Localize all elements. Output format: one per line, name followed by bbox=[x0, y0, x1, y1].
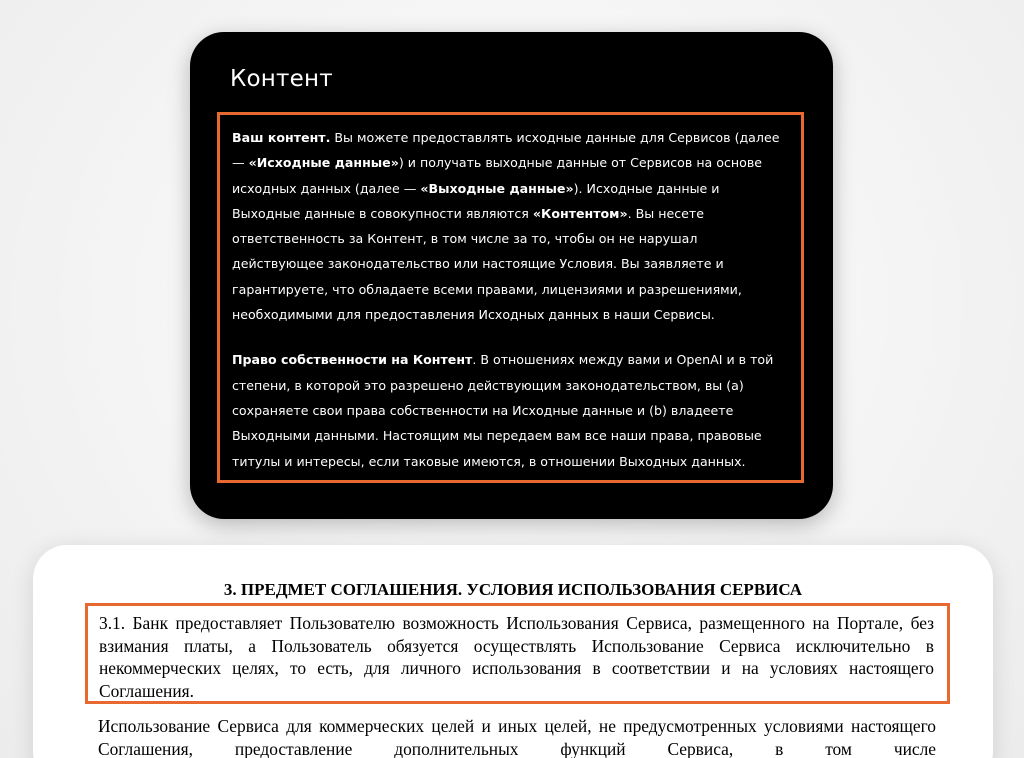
agreement-section-heading: 3. ПРЕДМЕТ СОГЛАШЕНИЯ. УСЛОВИЯ ИСПОЛЬЗОВАНИЯ СЕРВИСА bbox=[223, 580, 803, 599]
bold-term: «Контентом» bbox=[532, 205, 628, 221]
bank-agreement-card bbox=[33, 545, 993, 758]
following-paragraph: Использование Сервиса для коммерческих целей и иных целей, не предусмотренных условиями настоящего Соглашения, предоставление дополнительных функций Сервиса, в том числе bbox=[98, 716, 936, 758]
bold-term: Ваш контент. bbox=[232, 130, 331, 145]
bold-term: Право собственности на Контент bbox=[232, 352, 473, 368]
bold-term: «Исходные данные» bbox=[248, 155, 399, 171]
paragraph-text: . Вы несете ответственность за Контент, в том числе за то, чтобы он не нарушал действующее законодательство или настоящие Условия. Вы заявляете и гарантируете, что обладаете всеми правами, лицензиями и разрешениями, необходимыми для предоставления Исходных данных в наши Сервисы. bbox=[232, 205, 742, 323]
paragraph-text: ) и получать выходные данные от Сервисов на основе исходных данных (далее — bbox=[232, 155, 763, 196]
clause-3-1-text: 3.1. Банк предоставляет Пользователю возможность Использования Сервиса, размещенного на Портале, без взимания платы, а Пользователь обязуется осуществлять Использование Сервиса исключительно в некоммерческих целях, то есть, для личного использования в соответствии и на условиях настоящего Соглашения. bbox=[99, 613, 934, 701]
your-content-paragraph bbox=[232, 125, 791, 327]
content-section-title: Контент bbox=[230, 66, 333, 92]
paragraph-text: ). Исходные данные и Выходные данные в совокупности являются bbox=[232, 180, 720, 221]
highlighted-content-terms bbox=[217, 112, 804, 483]
content-ownership-paragraph bbox=[232, 347, 791, 473]
paragraph-text: Вы можете предоставлять исходные данные для Сервисов (далее — bbox=[232, 130, 780, 171]
paragraph-text: . В отношениях между вами и OpenAI и в той степени, в которой это разрешено действующим законодательством, вы (a) сохраняете свои права собственности на Исходные данные и (b) владеете Выходными данными. Настоящим мы передаем вам все наши права, правовые титулы и интересы, если таковые имеются, в отношении Выходных данных. bbox=[232, 352, 774, 469]
openai-terms-card bbox=[190, 32, 833, 519]
bold-term: «Выходные данные» bbox=[420, 180, 574, 196]
highlighted-clause-3-1 bbox=[85, 603, 950, 704]
